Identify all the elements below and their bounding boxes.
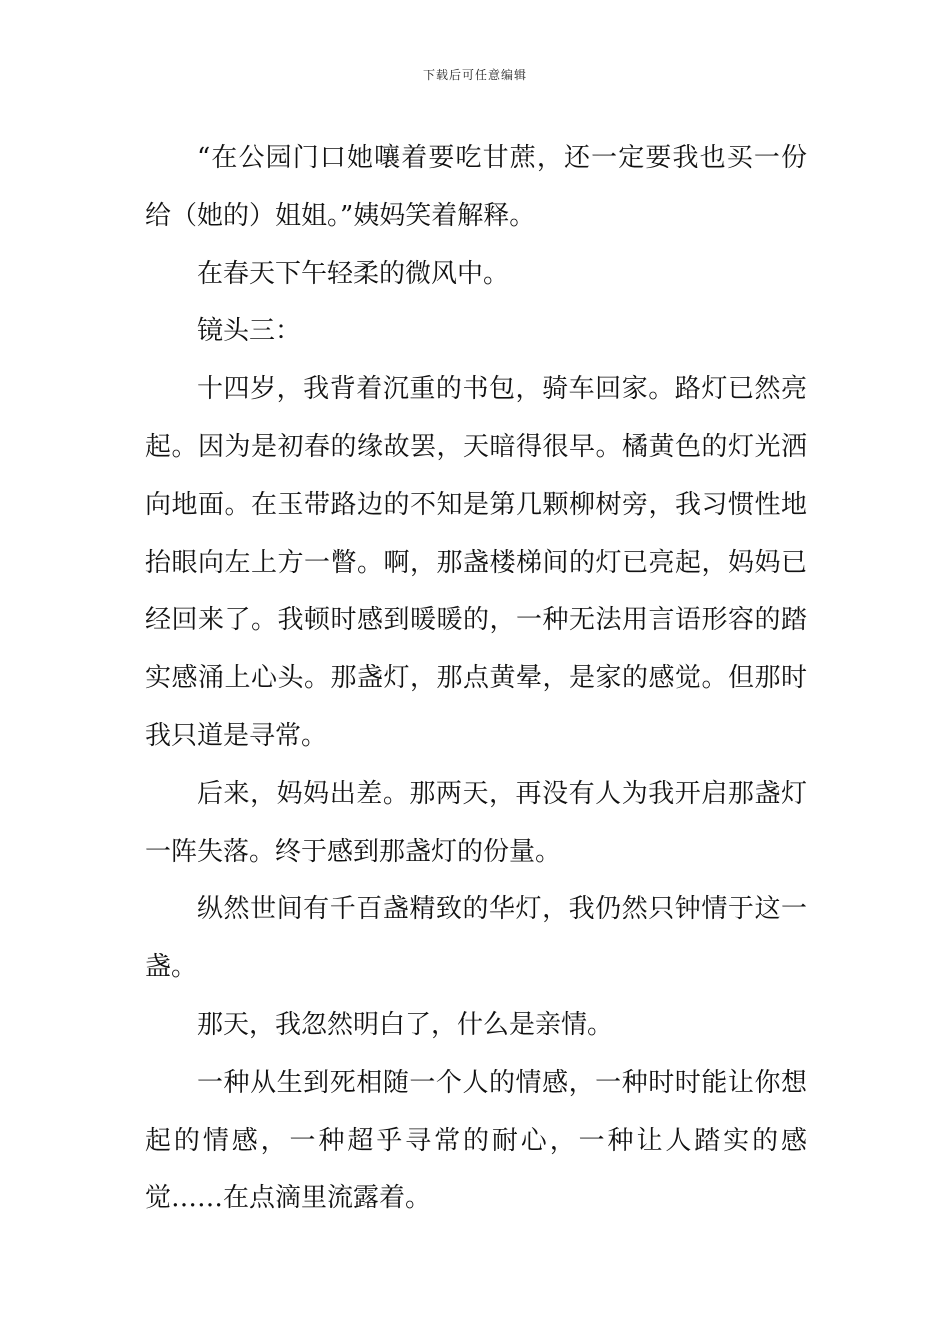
paragraph: 后来，妈妈出差。那两天，再没有人为我开启那盏灯一阵失落。终于感到那盏灯的份量。 <box>145 778 807 867</box>
paragraph: 十四岁，我背着沉重的书包，骑车回家。路灯已然亮起。因为是初春的缘故罢，天暗得很早。橘黄色的灯光洒向地面。在玉带路边的不知是第几颗柳树旁，我习惯性地抬眼向左上方一瞥。啊，那盏楼梯间的灯已亮起，妈妈已经回来了。我顿时感到暖暖的，一种无法用言语形容的踏实感涌上心头。那盏灯，那点黄晕，是家的感觉。但那时我只道是寻常。 <box>145 374 807 751</box>
paragraph: “在公园门口她嚷着要吃甘蔗，还一定要我也买一份给（她的）姐姐。”姨妈笑着解释。 <box>145 143 807 231</box>
paragraph: 纵然世间有千百盏精致的华灯，我仍然只钟情于这一盏。 <box>145 894 807 983</box>
paragraph: 那天，我忽然明白了，什么是亲情。 <box>197 1009 614 1040</box>
paragraph: 在春天下午轻柔的微风中。 <box>197 258 510 289</box>
document-body <box>145 130 807 1228</box>
page-header-note: 下载后可任意编辑 <box>422 68 527 82</box>
paragraph: 一种从生到死相随一个人的情感，一种时时能让你想起的情感，一种超乎寻常的耐心，一种让人踏实的感觉……在点滴里流露着。 <box>145 1067 807 1214</box>
paragraph-section-heading: 镜头三： <box>197 316 302 347</box>
